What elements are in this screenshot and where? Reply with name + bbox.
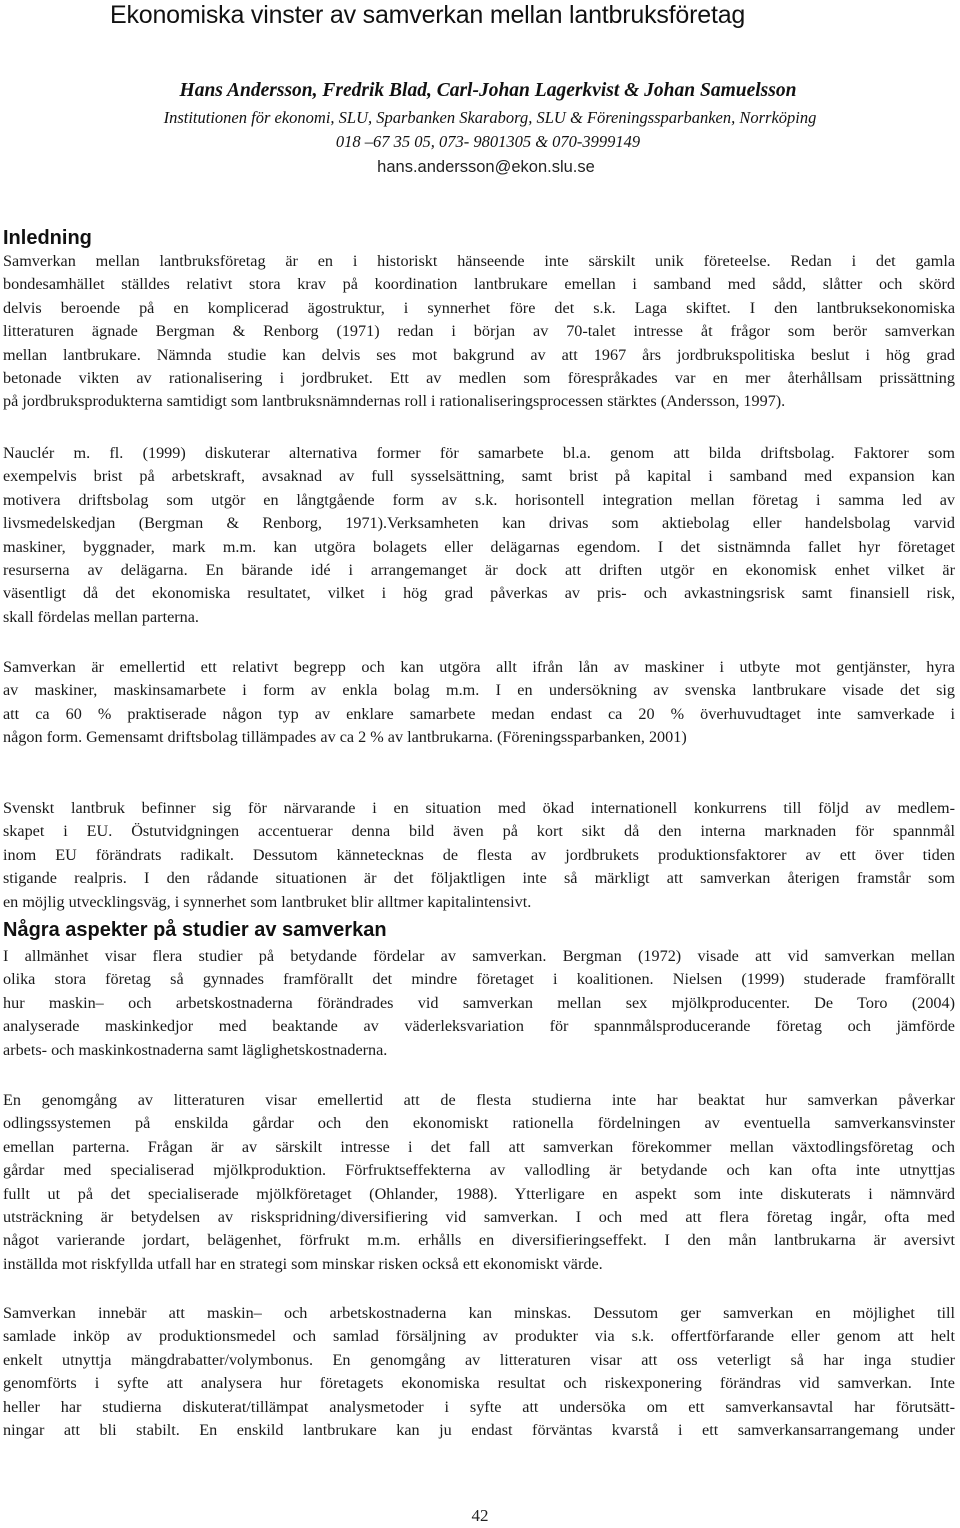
- paragraph: [3, 1089, 955, 1276]
- text-line: Samverkan är emellertid ett relativt begrepp och kan utgöra allt ifrån lån av maskiner i utbyte mot gentjänster, hyra: [3, 658, 955, 676]
- text-line: väsentligt då det ekonomiska resultatet, vilket i hög grad påverkas av pris- och avkastningsrisk samt finansiell risk,: [3, 584, 955, 603]
- text-line: Samverkan innebär att maskin– och arbetskostnaderna kan minskas. Dessutom ger samverkan en möjlighet till: [3, 1304, 955, 1322]
- text-line: Svenskt lantbruk befinner sig för närvarande i en situation med ökad internationell konkurrens till följd av medlem-: [3, 799, 955, 817]
- text-line: inom EU förändrats radikalt. Dessutom kännetecknas de flesta av jordbrukets produktionsfaktorer av ett över tiden: [3, 845, 955, 864]
- text-line: resurserna av delägarna. En bärande idé i arrangemanget är dock att driften utgör en ekonomisk enhet vilket är: [3, 561, 955, 580]
- text-line: skall fördelas mellan parterna.: [3, 607, 199, 626]
- text-line: livsmedelskedjan (Bergman & Renborg, 1971).Verksamheten kan drivas som aktiebolag eller handelsbolag varvid: [3, 514, 955, 533]
- text-line: av maskiner, maskinsamarbete i form av enkla bolag m.m. I en undersökning av svenska lantbrukare visade det sig: [3, 681, 955, 700]
- text-line: motivera driftsbolag som utgör en långtgående form av s.k. horisontell integration mellan företag i samma led av: [3, 490, 955, 509]
- text-line: stigande realpris. I den rådande situationen är det följaktligen inte så märkligt att samverkan återigen framstår som: [3, 869, 955, 888]
- paragraph: [3, 656, 955, 750]
- text-line: analyserade maskinkedjor med beaktande av väderleksvariation för spannmålsproducerande företag och jämförde: [3, 1017, 955, 1036]
- text-line: Nauclér m. fl. (1999) diskuterar alternativa former för samarbete bl.a. genom att bilda driftsbolag. Faktorer som: [3, 444, 955, 462]
- text-line: exempelvis brist på arbetskraft, avsaknad av full sysselsättning, samt brist på kapital i samband med expansion kan: [3, 467, 955, 486]
- text-line: betonade vikten av rationalisering i jordbruket. Ett av medlen som förespråkades var en mer återhållsam prissättning: [3, 369, 955, 388]
- article-title: Ekonomiska vinster av samverkan mellan lantbruksföretag: [110, 1, 746, 29]
- text-line: fullt ut på det specialiserade mjölkföretaget (Ohlander, 1988). Ytterligare en aspekt som inte diskuterats i nämnvärd: [3, 1184, 955, 1203]
- text-line: En genomgång av litteraturen visar emellertid att de flesta studierna inte har beaktat hur samverkan påverkar: [3, 1091, 955, 1109]
- text-line: ningar att bli stabilt. En enskild lantbrukare kan ju endast förväntas kvarstå i ett samverkansarrangemang under: [3, 1421, 955, 1440]
- affiliations: Institutionen för ekonomi, SLU, Sparbanken Skaraborg, SLU & Föreningssparbanken, Norrköping: [163, 108, 817, 127]
- paragraph: [3, 1302, 955, 1442]
- paragraph: [3, 442, 955, 629]
- paragraph: [3, 250, 955, 414]
- text-line: gårdar med specialiserad mjölkproduktion. Förfruktseffekterna av vallodling är betydande och kan ofta inte utnyttjas: [3, 1161, 955, 1180]
- authors: Hans Andersson, Fredrik Blad, Carl-Johan Lagerkvist & Johan Samuelsson: [179, 80, 797, 101]
- page-number: 42: [471, 1506, 489, 1525]
- section-heading-aspekter: Några aspekter på studier av samverkan: [3, 919, 387, 941]
- text-line: på jordbruksprodukterna samtidigt som lantbruksnämndernas roll i rationaliseringsprocessen stärktes (Andersson, 1997).: [3, 392, 786, 411]
- text-line: enkelt utnyttja mängdrabatter/volymbonus. En genomgång av litteraturen visar att oss veterligt så har inga studier: [3, 1350, 955, 1369]
- text-line: litteraturen ägnade Bergman & Renborg (1971) redan i början av 70-talet intresse åt frågor som berör samverkan: [3, 322, 955, 341]
- text-line: något varierande jordart, belägenhet, förfrukt m.m. erhålls en diversifieringseffekt. I den mån lantbrukarna är aversivt: [3, 1231, 955, 1250]
- text-line: skapet i EU. Östutvidgningen accentuerar denna bild även på kort sikt då den interna marknaden för spannmål: [3, 822, 955, 841]
- text-line: hur maskin– och arbetskostnaderna förändrades vid samverkan mellan sex mjölkproducenter. De Toro (2004): [3, 993, 955, 1012]
- contact-email: hans.andersson@ekon.slu.se: [377, 158, 595, 176]
- text-line: olika stora företag så gynnades framförallt det mindre företaget i koalitionen. Nielsen (1999) studerade framförallt: [3, 970, 955, 989]
- text-line: genomförts i syfte att analysera hur företagets ekonomiska resultat och riskexponering förändras vid samverkan. Inte: [3, 1374, 955, 1393]
- text-line: Samverkan mellan lantbruksföretag är en i historiskt hänseende inte särskilt unik företeelse. Redan i det gamla: [3, 252, 955, 270]
- text-line: heller har studierna diskuterat/tillämpat analysmetoder i syfte att undersöka om ett samverkansavtal har förutsätt-: [3, 1397, 955, 1416]
- text-line: maskiner, byggnader, mark m.m. kan utgöra bolagets eller delägarnas egendom. I det sistnämnda fallet hyr företaget: [3, 537, 955, 556]
- text-line: emellan parterna. Frågan är av särskilt intresse i det fall att samverkan förekommer mellan växtodlingsföretag och: [3, 1137, 955, 1156]
- text-line: en möjlig utvecklingsväg, i synnerhet som lantbruket blir alltmer kapitalintensivt.: [3, 892, 532, 911]
- text-line: I allmänhet visar flera studier på betydande fördelar av samverkan. Bergman (1972) visade att vid samverkan mellan: [3, 947, 955, 965]
- text-line: utsträckning är betydelsen av riskspridning/diversifiering vid samverkan. I och med att flera företag ingår, ofta med: [3, 1208, 955, 1227]
- text-line: odlingssystemen på enskilda gårdar och den ekonomiskt rationella fördelningen av eventuella samverkansvinster: [3, 1114, 955, 1133]
- paragraph: [3, 797, 955, 914]
- text-line: mellan lantbrukare. Nämnda studie kan delvis ses mot bakgrund av att 1967 års jordbrukspolitiska beslut i hög grad: [3, 345, 955, 364]
- paragraph: [3, 945, 955, 1062]
- text-line: bondesamhället ställdes relativt stora krav på koordination lantbrukare emellan i samband med sådd, slåtter och skörd: [3, 275, 955, 294]
- text-line: samlade inköp av produktionsmedel och samlad försäljning av produkter via s.k. offertförfarande eller genom att helt: [3, 1327, 955, 1346]
- section-heading-inledning: Inledning: [3, 227, 92, 249]
- text-line: arbets- och maskinkostnaderna samt läglighetskostnaderna.: [3, 1040, 388, 1059]
- text-line: att ca 60 % praktiserade någon typ av enklare samarbete medan endast ca 20 % överhuvudtaget inte samverkade i: [3, 704, 955, 723]
- text-line: inställda mot riskfyllda utfall har en strategi som minskar risken också ett ekonomiskt värde.: [3, 1254, 603, 1273]
- phone-numbers: 018 –67 35 05, 073- 9801305 & 070-3999149: [335, 132, 641, 151]
- text-line: någon form. Gemensamt driftsbolag tillämpades av ca 2 % av lantbrukarna. (Föreningssparbanken, 2001): [3, 728, 687, 747]
- text-line: delvis beroende på en komplicerad ägostruktur, i synnerhet före det s.k. Laga skiftet. I den lantbruksekonomiska: [3, 298, 955, 317]
